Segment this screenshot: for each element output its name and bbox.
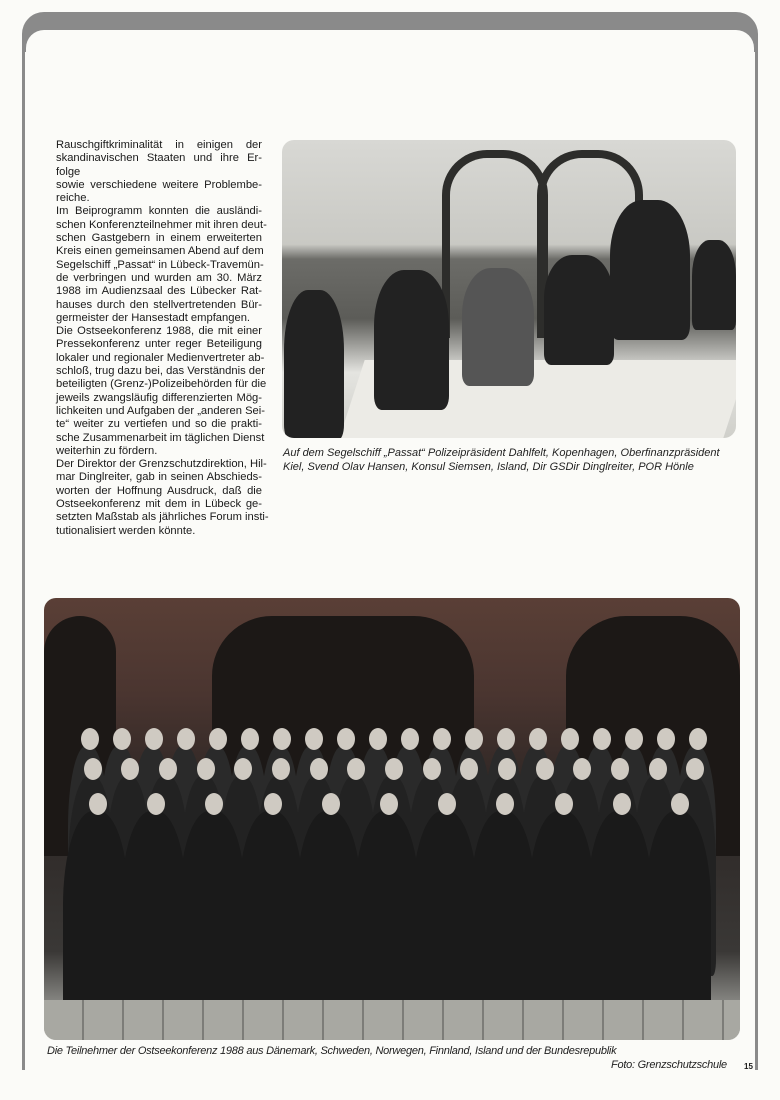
article-line: weiterhin zu fördern.: [56, 444, 158, 457]
article-line: sche Zusammenarbeit im täglichen Dienst: [56, 431, 265, 444]
photo-person-head: [84, 758, 102, 780]
page-number: 15: [744, 1062, 753, 1071]
photo-person-head: [433, 728, 451, 750]
photo-person: [544, 255, 614, 365]
photo-person: [610, 200, 690, 340]
photo1-caption: Auf dem Segelschiff „Passat“ Polizeipräsident Dahlfelt, Kopenhagen, Oberfinanzpräsident Kiel, Svend Olav Hansen, Konsul Siemsen, Island, Dir GSDir Dinglreiter, POR Hönle: [283, 447, 720, 473]
article-line: de verbringen und wurden am 30. März: [56, 271, 262, 284]
photo-person-head: [593, 728, 611, 750]
photo-crowd: [44, 708, 740, 1008]
article-line: Der Direktor der Grenzschutzdirektion, Hil-: [56, 458, 267, 471]
photo-person-head: [689, 728, 707, 750]
photo-person: [470, 811, 536, 1021]
photo-person-head: [423, 758, 441, 780]
photo-person-head: [177, 728, 195, 750]
photo-person-head: [272, 758, 290, 780]
photo-dinner-on-passat: [282, 140, 736, 438]
photo-person-head: [159, 758, 177, 780]
photo-person: [587, 811, 653, 1021]
photo-person-head: [529, 728, 547, 750]
article-line: Pressekonferenz unter reger Beteiligung: [56, 338, 262, 351]
article-line: jeweils zwangsläufig differenzierten Mög-: [56, 391, 262, 404]
photo-person: [354, 811, 420, 1021]
photo-person-head: [264, 793, 282, 815]
article-line: lichkeiten und Aufgaben der „anderen Sei-: [56, 404, 265, 417]
photo-person-head: [465, 728, 483, 750]
photo-person-head: [241, 728, 259, 750]
article-line: schen Konferenzteilnehmer mit ihren deut-: [56, 218, 267, 231]
photo-person: [121, 811, 187, 1021]
page-frame-right: [755, 40, 758, 1070]
article-line: Rauschgiftkriminalität in einigen der: [56, 139, 262, 151]
photo-group-participants: [44, 598, 740, 1040]
article-line: skandinavischen Staaten und ihre Er-: [56, 152, 262, 165]
photo-person-head: [497, 728, 515, 750]
photo-person: [692, 240, 736, 330]
article-line: mar Dinglreiter, gab in seinen Abschieds-: [56, 471, 262, 484]
photo-person: [374, 270, 449, 410]
photo-person-head: [536, 758, 554, 780]
photo-person: [296, 811, 362, 1021]
page-frame-left: [22, 40, 25, 1070]
article-line: beteiligten (Grenz-)Polizeibehörden für die: [56, 378, 267, 391]
photo-person-head: [337, 728, 355, 750]
photo-person-head: [649, 758, 667, 780]
article-line: folge: [56, 165, 81, 178]
article-line: Kreis einen gemeinsamen Abend auf dem: [56, 245, 264, 258]
photo-person-head: [81, 728, 99, 750]
photo-person-head: [273, 728, 291, 750]
photo-person-head: [657, 728, 675, 750]
article-line: worten der Hoffnung Ausdruck, daß die: [56, 484, 262, 497]
photo-person-head: [555, 793, 573, 815]
article-line: sowie verschiedene weitere Problembe-: [56, 178, 262, 191]
article-line: Im Beiprogramm konnten die ausländi-: [56, 205, 262, 218]
photo-person-head: [89, 793, 107, 815]
article-text-column: [56, 139, 269, 538]
photo2-caption: Die Teilnehmer der Ostseekonferenz 1988 aus Dänemark, Schweden, Norwegen, Finnland, Island und der Bundesrepublik: [47, 1045, 617, 1057]
photo-credit: Foto: Grenzschutzschule: [611, 1059, 727, 1071]
photo-person: [645, 811, 711, 1021]
photo-person: [462, 268, 534, 386]
article-line: tutionalisiert werden könnte.: [56, 524, 196, 537]
photo-person-head: [498, 758, 516, 780]
article-line: schen Gastgebern in einem erweiterten: [56, 232, 262, 245]
photo-person-head: [310, 758, 328, 780]
photo-person-head: [385, 758, 403, 780]
photo-person: [238, 811, 304, 1021]
article-line: germeister der Hansestadt empfangen.: [56, 311, 251, 324]
article-line: Segelschiff „Passat“ in Lübeck-Travemün-: [56, 258, 264, 271]
photo-person-head: [611, 758, 629, 780]
photo-person-head: [613, 793, 631, 815]
article-line: Die Ostseekonferenz 1988, die mit einer: [56, 325, 262, 338]
photo-person-head: [145, 728, 163, 750]
photo-person: [412, 811, 478, 1021]
article-line: schloß, trug dazu bei, das Verständnis der: [56, 365, 265, 378]
photo-person: [528, 811, 594, 1021]
photo-person-head: [113, 728, 131, 750]
article-line: hauses durch den stellvertretenden Bür-: [56, 298, 262, 311]
photo-person-head: [671, 793, 689, 815]
article-line: lokaler und regionaler Medienvertreter ab-: [56, 351, 265, 364]
photo-person-head: [305, 728, 323, 750]
article-line: reiche.: [56, 192, 90, 205]
article-line: Ostseekonferenz mit dem in Lübeck ge-: [56, 498, 262, 511]
photo-pavement: [44, 1000, 740, 1040]
article-line: te“ weiter zu vertiefen und so die prakti-: [56, 418, 262, 431]
photo-person: [284, 290, 344, 438]
photo-person-head: [625, 728, 643, 750]
photo-person-head: [197, 758, 215, 780]
photo-person-head: [209, 728, 227, 750]
photo-person-head: [369, 728, 387, 750]
photo-person-head: [380, 793, 398, 815]
photo-person-head: [401, 728, 419, 750]
photo-person-head: [561, 728, 579, 750]
article-line: 1988 im Audienzsaal des Lübecker Rat-: [56, 285, 262, 298]
photo-person: [63, 811, 129, 1021]
photo-person-head: [322, 793, 340, 815]
photo-person: [179, 811, 245, 1021]
article-line: setzten Maßstab als jährliches Forum insti-: [56, 511, 269, 524]
